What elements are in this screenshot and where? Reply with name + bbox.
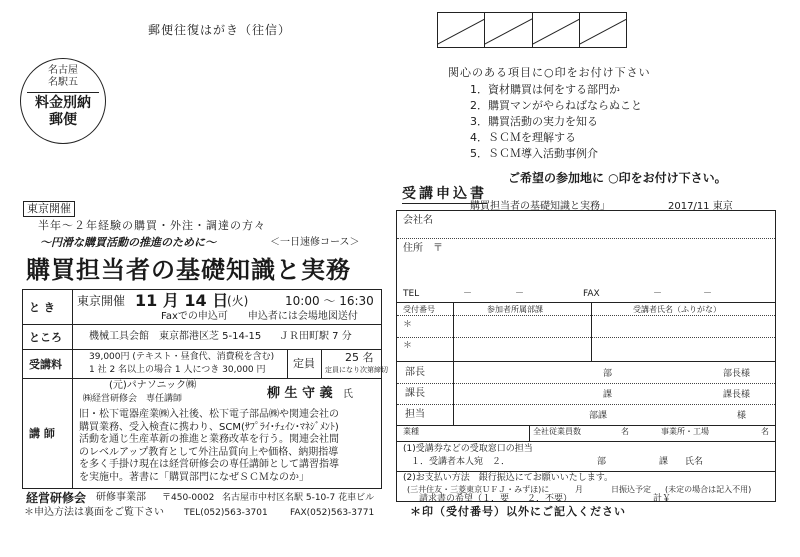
office-unit: 名 [761,427,769,436]
stamp-line1: 名古屋 [48,65,78,76]
bio-line: 購買業務、受入検査に携わり、SCM(ｻﾌﾟﾗｲ･ﾁｪｲﾝ･ﾏﾈｼﾞﾒﾝﾄ) [79,421,339,433]
when-weekday: (火) [227,294,249,308]
participant2-dept-input[interactable] [457,339,589,359]
fax-dash: － [653,289,663,299]
when-place: 東京開催 [77,294,126,308]
interest-item[interactable]: 4．ＳＣＭを理解する [470,131,576,144]
bio-line: を多く手掛け現在は経営研修会の専任講師として講習指導 [79,459,339,471]
instructor-company: (元)パナソニック㈱ [109,380,197,391]
interests-list [470,83,642,163]
seminar-info-table [22,289,388,489]
where-venue: 機械工具会館 東京都港区芝 5-14-15 [89,331,262,342]
when-date: 11 月 14 日 [135,291,229,310]
when-time: 10:00 ～ 16:30 [285,294,374,308]
postal-code-boxes [437,12,627,48]
course-type: ＜一日速修コース＞ [270,237,360,248]
seminar-title: 購買担当者の基礎知識と実務 [26,256,351,284]
q1-name: 氏名 [685,457,704,467]
when-note: Faxでの申込可 申込者には会場地図送付 [161,311,358,322]
q2-month: 月 [575,485,583,494]
bio-line: を実施中。著書に「購買部門になぜＳＣＭなのか」 [79,471,309,483]
form-course: 購買担当者の基礎知識と実務」 [470,201,610,212]
organizer-fax: FAX(052)563-3771 [290,508,375,518]
interest-item[interactable]: 5．ＳＣＭ導入活動事例介 [470,147,598,160]
postage-paid-stamp [20,58,106,144]
section-chief-label: 課長 [405,388,425,399]
q1-label: (1)受講券などの受取窓口の担当 [403,444,533,454]
fee-line1: 39,000円 (テキスト・昼食代、消費税を含む) [89,352,275,362]
receipt-star: ＊ [403,320,413,330]
participant1-dept-input[interactable] [457,317,589,337]
capacity-label: 定員 [293,357,315,370]
tel-dash: － [463,289,473,299]
postcard-title: 郵便往復はがき（往信） [148,23,292,37]
employees-label: 全社従業員数 [533,427,581,436]
bio-line: 活動を通じ生産革新の推進と業務改革を行う。関連会社間 [79,434,339,446]
participant1-name-input[interactable] [593,317,771,337]
manager-mid: 部 [603,369,613,379]
location-tag: 東京開催 [23,201,75,217]
bio-line: のレベルアップ教育として外注品質向上や価格、納期指導 [79,446,339,458]
seminar-subtitle: 半年～２年経験の購買・外注・調達の方々 [38,219,266,232]
when-row [23,290,381,325]
venue-note: ご希望の参加地に ○印をお付け下さい。 [508,171,727,185]
training-contact-label: 担当 [405,409,425,420]
interests-heading: 関心のある項目に○印をお付け下さい [448,66,651,79]
industry-label: 業種 [403,427,419,436]
bio-line: 旧・松下電器産業㈱入社後、松下電子部品㈱や関連会社の [79,409,339,420]
instructor-affiliation: ㈱経営研修会 専任講師 [83,394,183,404]
employees-unit: 名 [621,427,629,436]
fee-line2: 1 社 2 名以上の場合 1 人につき 30,000 円 [89,365,266,375]
q2-banks: (三井住友・三菱東京ＵＦＪ・みずほ)に [407,485,550,494]
col-name: 受講者氏名（ふりがな） [633,305,721,314]
postal-box [485,13,532,47]
q2-note: (未定の場合は記入不用) [665,485,752,494]
col-dept: 参加者所属部課 [487,305,543,314]
when-label: と き [23,290,73,324]
fax-label: FAX [583,289,600,299]
tel-dash: － [515,289,525,299]
office-label: 事業所・工場 [661,427,709,436]
form-title: 受講申込書 [402,186,487,202]
q2-label: (2)お支払い方法 銀行振込にてお願いいたします。 [403,473,614,483]
fee-label: 受講料 [23,349,73,378]
manager-label: 部長 [405,367,425,378]
where-row [23,324,381,350]
postal-box [580,13,626,47]
q1-dept: 部 [597,457,607,467]
interest-item[interactable]: 1．資材購買は何をする部門か [470,83,620,96]
q1-sect: 課 [659,457,669,467]
postal-box [533,13,580,47]
section-chief-end: 課長様 [723,390,751,400]
organizer-tel: TEL(052)563-3701 [184,508,268,518]
address-input[interactable] [457,243,769,285]
organizer-name: 経営研修会 [26,491,87,505]
organizer-zip: 〒450-0002 [162,493,215,503]
form-footer: ＊印（受付番号）以外にご記入ください [410,505,626,518]
stamp-line4: 郵便 [49,112,77,128]
apply-footnote: ＊申込方法は裏面をご覧下さい [24,507,164,518]
interest-item[interactable]: 3．購買活動の実力を知る [470,115,598,128]
col-receipt: 受付番号 [403,305,435,314]
form-date-place: 2017/11 東京 [668,201,733,212]
instructor-name: 柳 生 守 義 [267,386,333,401]
where-station: ＪＲ田町駅 7 分 [279,331,352,342]
stamp-line2: 名駅五 [48,77,78,88]
training-contact-mid: 部課 [589,411,608,421]
q2-total: 計￥ [653,494,672,504]
seminar-tagline: ～円滑な購買活動の推進のために～ [40,236,216,249]
postal-box [438,13,485,47]
company-input[interactable] [457,215,769,237]
instructor-bio [79,409,339,485]
section-chief-mid: 課 [603,390,613,400]
capacity-note: 定員になり次第締切 [325,366,388,374]
capacity-value: 25 名 [345,351,374,364]
tel-label: TEL [403,289,420,299]
instructor-label: 講 師 [23,378,73,488]
receipt-star: ＊ [403,341,413,351]
instructor-honorific: 氏 [343,389,353,400]
application-form [396,210,776,502]
training-contact-end: 様 [737,411,747,421]
manager-end: 部長様 [723,369,751,379]
q1-options[interactable]: １．受講者本人宛 ２． [411,457,511,467]
participant2-name-input[interactable] [593,339,771,359]
fee-row [23,349,388,379]
company-label: 会社名 [403,215,433,226]
q2-day: 日振込予定 [611,485,651,494]
interest-item[interactable]: 2．購買マンがやらねばならぬこと [470,99,642,112]
fax-dash: － [703,289,713,299]
instructor-row [23,378,381,488]
q2-invoice[interactable]: 請求書の希望（１．要 ２．不要） [419,494,573,504]
where-label: ところ [23,324,73,349]
organizer-address: 名古屋市中村区名駅 5-10-7 花車ビル [222,493,375,503]
organizer-dept: 研修事業部 [96,492,146,503]
address-label: 住所 〒 [403,243,443,254]
stamp-line3: 料金別納 [35,95,91,111]
